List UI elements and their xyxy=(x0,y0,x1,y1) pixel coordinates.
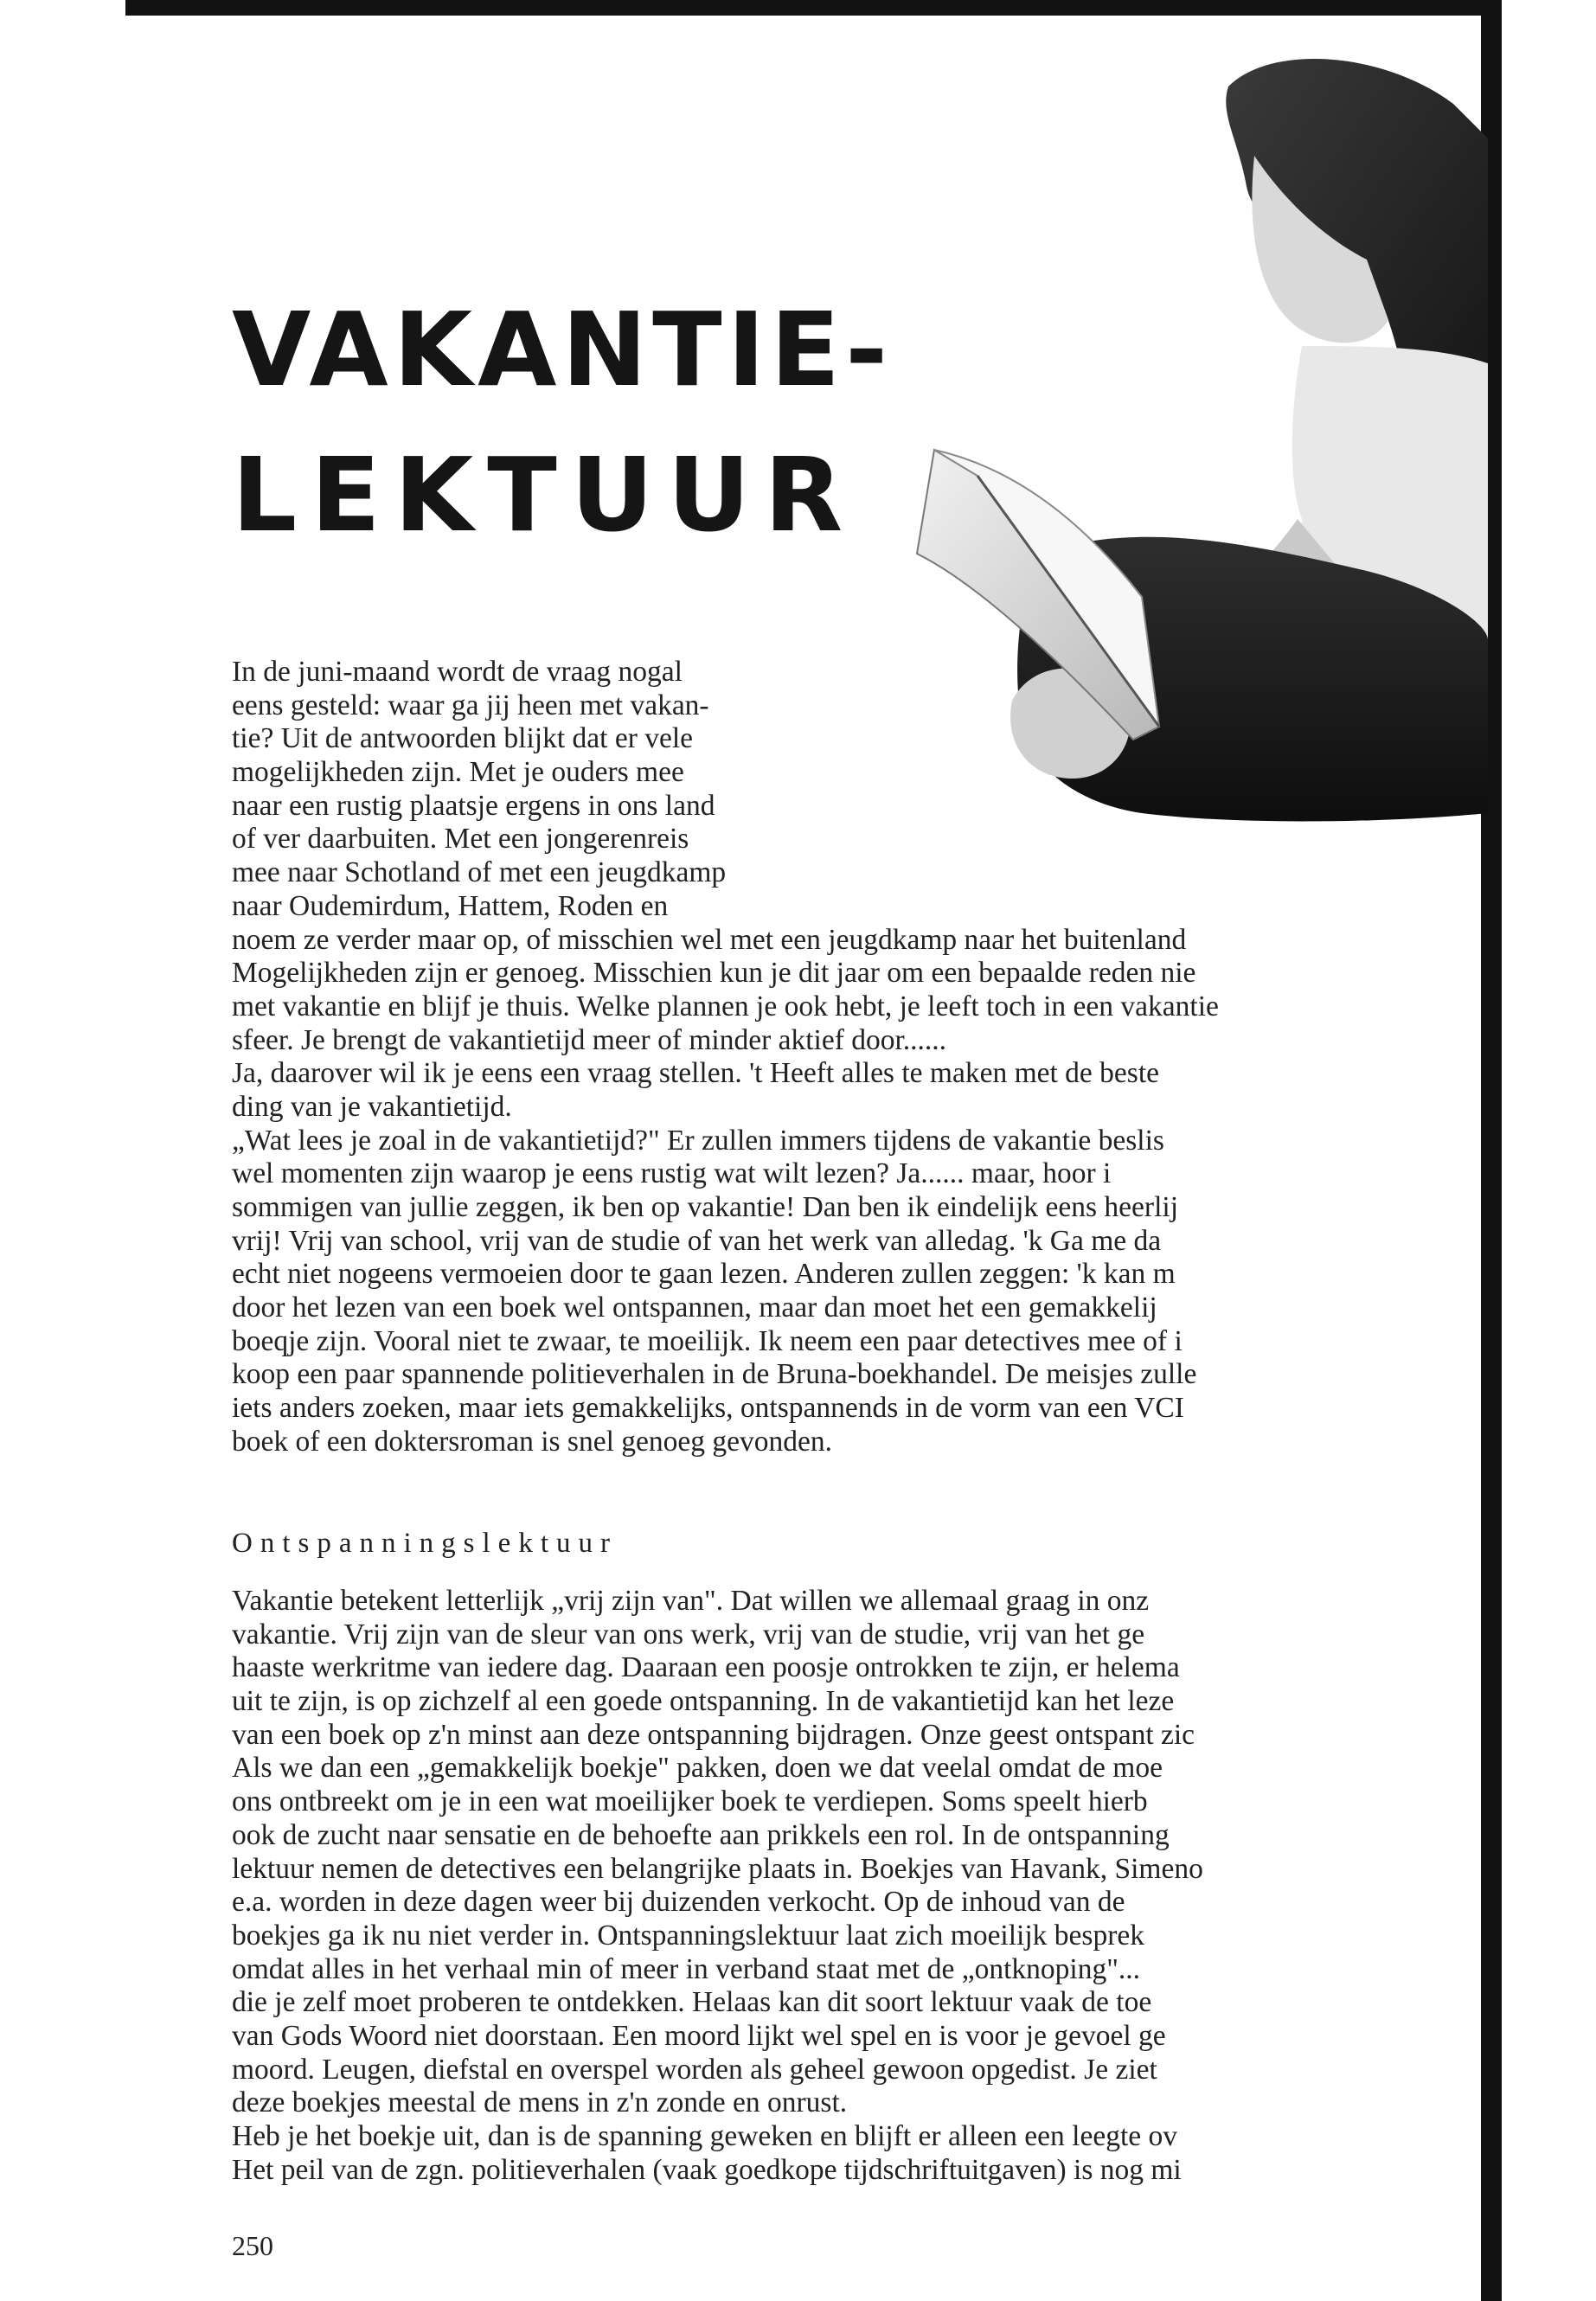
text-line: sfeer. Je brengt de vakantietijd meer of minder aktief door...... xyxy=(232,1023,947,1056)
text-line: boeqje zijn. Vooral niet te zwaar, te moeilijk. Ik neem een paar detectives mee of i xyxy=(232,1324,1183,1357)
text-line: of ver daarbuiten. Met een jongerenreis xyxy=(232,823,689,856)
text-line: iets anders zoeken, maar iets gemakkelijks, ontspannends in de vorm van een VCI xyxy=(232,1392,1184,1425)
text-line: moord. Leugen, diefstal en overspel worden als geheel gewoon opgedist. Je ziet xyxy=(232,2053,1157,2086)
section-body xyxy=(232,1585,1486,2187)
text-line: sommigen van jullie zeggen, ik ben op vakantie! Dan ben ik eindelijk eens heerlij xyxy=(232,1191,1179,1223)
title-line-1: VAKANTIE- xyxy=(232,290,894,409)
text-line: naar Oudemirdum, Hattem, Roden en xyxy=(232,889,669,922)
text-line: wel momenten zijn waarop je eens rustig wat wilt lezen? Ja...... maar, hoor i xyxy=(232,1157,1112,1190)
text-line: ons ontbreekt om je in een wat moeilijker boek te verdiepen. Soms speelt hierb xyxy=(232,1785,1148,1818)
section-heading: Ontspanningslektuur xyxy=(232,1528,618,1559)
text-line: eens gesteld: waar ga jij heen met vakan- xyxy=(232,689,709,721)
text-line: deze boekjes meestal de mens in z'n zonde en onrust. xyxy=(232,2086,848,2119)
text-line: door het lezen van een boek wel ontspannen, maar dan moet het een gemakkelij xyxy=(232,1292,1157,1324)
text-line: mogelijkheden zijn. Met je ouders mee xyxy=(232,756,684,789)
text-line: van Gods Woord niet doorstaan. Een moord lijkt wel spel en is voor je gevoel ge xyxy=(232,2019,1166,2052)
text-line: Heb je het boekje uit, dan is de spanning geweken en blijft er alleen een leegte ov xyxy=(232,2120,1178,2152)
text-line: haaste werkritme van iedere dag. Daaraan een poosje ontrokken te zijn, er helema xyxy=(232,1651,1180,1684)
title-line-2: LEKTUUR xyxy=(232,435,857,554)
text-line: Het peil van de zgn. politieverhalen (vaak goedkope tijdschriftuitgaven) is nog mi xyxy=(232,2153,1182,2186)
text-line: „Wat lees je zoal in de vakantietijd?" Er zullen immers tijdens de vakantie beslis xyxy=(232,1124,1164,1157)
text-line: uit te zijn, is op zichzelf al een goede ontspanning. In de vakantietijd kan het leze xyxy=(232,1685,1175,1718)
text-line: noem ze verder maar op, of misschien wel met een jeugdkamp naar het buitenland xyxy=(232,923,1187,956)
text-line: ook de zucht naar sensatie en de behoefte aan prikkels een rol. In de ontspanning xyxy=(232,1818,1170,1851)
text-line: boek of een doktersroman is snel genoeg gevonden. xyxy=(232,1425,832,1458)
text-line: e.a. worden in deze dagen weer bij duizenden verkocht. Op de inhoud van de xyxy=(232,1886,1125,1919)
text-line: In de juni-maand wordt de vraag nogal xyxy=(232,656,683,688)
intro-paragraph xyxy=(232,656,1486,1459)
text-line: met vakantie en blijf je thuis. Welke plannen je ook hebt, je leeft toch in een vakantie xyxy=(232,990,1219,1022)
text-line: naar een rustig plaatsje ergens in ons land xyxy=(232,789,715,822)
text-line: van een boek op z'n minst aan deze ontspanning bijdragen. Onze geest ontspant zic xyxy=(232,1718,1195,1751)
text-line: Als we dan een „gemakkelijk boekje" pakken, doen we dat veelal omdat de moe xyxy=(232,1752,1163,1785)
text-line: Vakantie betekent letterlijk „vrij zijn van". Dat willen we allemaal graag in onz xyxy=(232,1585,1150,1617)
text-line: vrij! Vrij van school, vrij van de studie of van het werk van alledag. 'k Ga me da xyxy=(232,1224,1162,1257)
text-line: Ja, daarover wil ik je eens een vraag stellen. 't Heeft alles te maken met de beste xyxy=(232,1057,1159,1090)
text-line: ding van je vakantietijd. xyxy=(232,1090,512,1123)
text-line: Mogelijkheden zijn er genoeg. Misschien kun je dit jaar om een bepaalde reden nie xyxy=(232,957,1196,990)
text-line: die je zelf moet proberen te ontdekken. Helaas kan dit soort lektuur vaak de toe xyxy=(232,1986,1152,2019)
text-line: vakantie. Vrij zijn van de sleur van ons werk, vrij van de studie, vrij van het ge xyxy=(232,1618,1145,1650)
text-line: mee naar Schotland of met een jeugdkamp xyxy=(232,856,727,889)
text-line: boekjes ga ik nu niet verder in. Ontspanningslektuur laat zich moeilijk besprek xyxy=(232,1919,1144,1952)
text-line: echt niet nogeens vermoeien door te gaan lezen. Anderen zullen zeggen: 'k kan m xyxy=(232,1258,1176,1291)
text-line: tie? Uit de antwoorden blijkt dat er vele xyxy=(232,722,694,755)
text-line: koop een paar spannende politieverhalen in de Bruna-boekhandel. De meisjes zulle xyxy=(232,1358,1197,1391)
article-title xyxy=(232,277,893,567)
text-line: omdat alles in het verhaal min of meer in verband staat met de „ontknoping"... xyxy=(232,1952,1140,1985)
top-border-rule xyxy=(125,0,1497,16)
text-line: lektuur nemen de detectives een belangrijke plaats in. Boekjes van Havank, Simeno xyxy=(232,1852,1203,1885)
page-number: 250 xyxy=(232,2230,273,2261)
